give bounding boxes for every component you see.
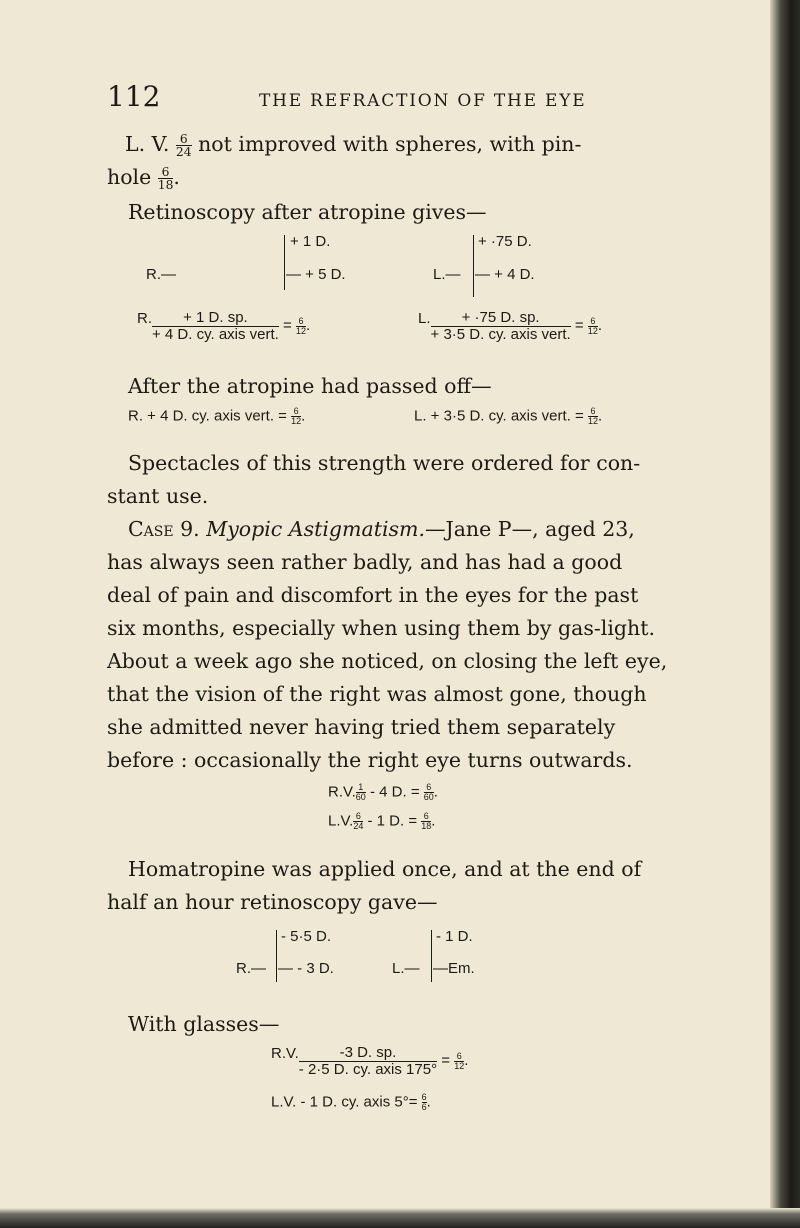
page-number: 112: [107, 80, 161, 113]
after-atropine-text: After the atropine had passed off—: [128, 374, 492, 398]
frac-denominator: + 3·5 D. cy. axis vert.: [430, 325, 571, 343]
vision-r-prefix: R.V.: [328, 783, 356, 801]
case9-line-2: has always seen rather badly, and has had a good: [107, 550, 623, 574]
glasses-lv-text: L.V. - 1 D. cy. axis 5°=: [271, 1093, 418, 1111]
after-r-fraction: [291, 407, 301, 426]
frac-numerator: 6: [590, 406, 596, 416]
retino2-r-label: R.—: [236, 960, 266, 977]
rx1-l-prefix: L.: [418, 310, 431, 327]
frac-denominator: 12: [587, 325, 598, 336]
glasses-rv: [271, 1045, 468, 1078]
case9-line-1: [128, 513, 635, 546]
frac-numerator: 6: [590, 315, 596, 326]
frac-numerator: 6: [456, 1050, 462, 1061]
rx1-l-eq: =: [574, 317, 584, 335]
vision-r-mid: - 4 D. =: [369, 783, 420, 801]
vision-left: [328, 812, 435, 831]
pinhole-fraction: [158, 166, 174, 192]
retino2-l-divider: [431, 930, 432, 982]
retino1-r-bottom: — + 5 D.: [286, 266, 346, 283]
homatropine-line-2: half an hour retinoscopy gave—: [107, 890, 438, 914]
case9-line-4: six months, especially when using them by gas-light.: [107, 616, 655, 640]
frac-denominator: 12: [295, 325, 306, 336]
case9-line-6: that the vision of the right was almost gone, though: [107, 682, 647, 706]
frac-numerator: -3 D. sp.: [339, 1044, 397, 1061]
frac-denominator: + 4 D. cy. axis vert.: [152, 325, 279, 343]
retino1-r-divider: [284, 235, 285, 290]
frac-numerator: + 1 D. sp.: [183, 309, 248, 326]
rx1-l-result: [588, 317, 598, 336]
page-bottom-edge: [0, 1208, 800, 1228]
frac-denominator: - 2·5 D. cy. axis 175°: [298, 1060, 438, 1078]
vision-l-prefix: L.V.: [328, 812, 354, 830]
frac-denominator: 12: [587, 416, 598, 426]
case9-line-3: deal of pain and discomfort in the eyes for the past: [107, 583, 639, 607]
after-r-end: .: [301, 407, 306, 425]
retino1-r-label: R.—: [146, 266, 176, 283]
frac-denominator: 18: [421, 821, 432, 831]
glasses-rv-result: [454, 1052, 464, 1071]
vision-r-frac2: [424, 783, 434, 802]
frac-numerator: 6: [421, 1092, 427, 1102]
rx1-r-result: [296, 317, 306, 336]
retino2-l-top: - 1 D.: [436, 928, 473, 945]
l-vision-text: not improved with spheres, with pin-: [198, 132, 582, 156]
case9-line-7: she admitted never having tried them separately: [107, 715, 616, 739]
frac-numerator: 6: [179, 131, 188, 146]
frac-numerator: + ·75 D. sp.: [461, 309, 540, 326]
rx1-r-end: .: [305, 317, 311, 335]
frac-denominator: 60: [423, 792, 434, 802]
l-vision-fraction: [176, 133, 192, 159]
rx1-r-prefix: R.: [137, 310, 152, 327]
vision-l-mid: - 1 D. =: [367, 812, 418, 830]
frac-numerator: 6: [423, 811, 429, 821]
after-r-text: R. + 4 D. cy. axis vert. =: [128, 407, 287, 425]
rx1-l-fraction: [431, 310, 571, 343]
frac-denominator: 12: [454, 1060, 465, 1071]
retino2-r-bottom: — - 3 D.: [278, 960, 334, 977]
retinoscopy-intro: Retinoscopy after atropine gives—: [128, 200, 487, 224]
glasses-rv-fraction: [299, 1045, 437, 1078]
rx1-right: [137, 310, 310, 343]
retino2-l-label: L.—: [392, 960, 420, 977]
case9-line-8: before : occasionally the right eye turns outwards.: [107, 748, 633, 772]
frac-denominator: 60: [355, 792, 366, 802]
after-l-end: .: [597, 407, 603, 425]
retino2-l-bottom: —Em.: [433, 960, 475, 977]
frac-numerator: 6: [355, 811, 361, 821]
rx1-l-end: .: [597, 317, 602, 335]
rx1-left: [418, 310, 602, 343]
glasses-lv-end: .: [426, 1093, 431, 1111]
with-glasses-text: With glasses—: [128, 1012, 280, 1036]
frac-numerator: 6: [161, 164, 170, 179]
vision-l-frac2: [421, 812, 431, 831]
vision-right: [328, 783, 438, 802]
retino1-l-bottom: — + 4 D.: [475, 266, 535, 283]
glasses-rv-eq: =: [441, 1052, 451, 1070]
frac-denominator: 24: [353, 821, 364, 831]
pinhole-end: .: [173, 165, 180, 189]
case9-line-5: About a week ago she noticed, on closing the left eye,: [107, 649, 668, 673]
retino2-r-divider: [276, 930, 277, 982]
frac-denominator: 12: [291, 416, 302, 426]
vision-r-end: .: [433, 783, 438, 801]
spectacles-line-1: Spectacles of this strength were ordered for con-: [128, 451, 641, 475]
homatropine-line-1: Homatropine was applied once, and at the end of: [128, 857, 642, 881]
retino1-l-divider: [473, 235, 474, 297]
frac-denominator: 18: [157, 178, 174, 192]
case9-line-1-rest: —Jane P—, aged 23,: [424, 517, 635, 541]
retino2-r-top: - 5·5 D.: [281, 928, 332, 945]
vision-l-end: .: [431, 812, 436, 830]
l-vision-line: [125, 128, 581, 161]
vision-l-frac1: [353, 812, 363, 831]
frac-denominator: 24: [175, 145, 192, 159]
l-vision-prefix: L. V.: [125, 132, 170, 156]
frac-numerator: 6: [426, 782, 432, 792]
case-label: Case 9.: [128, 517, 200, 541]
frac-denominator: 6: [421, 1102, 427, 1112]
retino1-l-label: L.—: [433, 266, 461, 283]
frac-numerator: 1: [358, 782, 364, 792]
rx1-r-eq: =: [283, 317, 292, 335]
rx1-r-fraction: [152, 310, 279, 343]
spectacles-line-2: stant use.: [107, 484, 209, 508]
frac-numerator: 6: [293, 406, 299, 416]
frac-numerator: 6: [298, 315, 304, 326]
running-title: THE REFRACTION OF THE EYE: [259, 91, 587, 111]
book-spine-edge: [770, 0, 800, 1228]
after-right: [128, 407, 305, 426]
retino1-r-top: + 1 D.: [290, 233, 331, 250]
pinhole-text: hole: [107, 165, 152, 189]
after-l-fraction: [588, 407, 598, 426]
after-left: [414, 407, 602, 426]
pinhole-line: [107, 161, 180, 194]
glasses-rv-prefix: R.V.: [271, 1045, 299, 1062]
vision-r-frac1: [356, 783, 366, 802]
after-l-text: L. + 3·5 D. cy. axis vert. =: [414, 407, 584, 425]
case-title: Myopic Astigmatism.: [206, 517, 425, 541]
glasses-rv-end: .: [464, 1052, 469, 1070]
glasses-lv: [271, 1093, 431, 1112]
retino1-l-top: + ·75 D.: [478, 233, 532, 250]
